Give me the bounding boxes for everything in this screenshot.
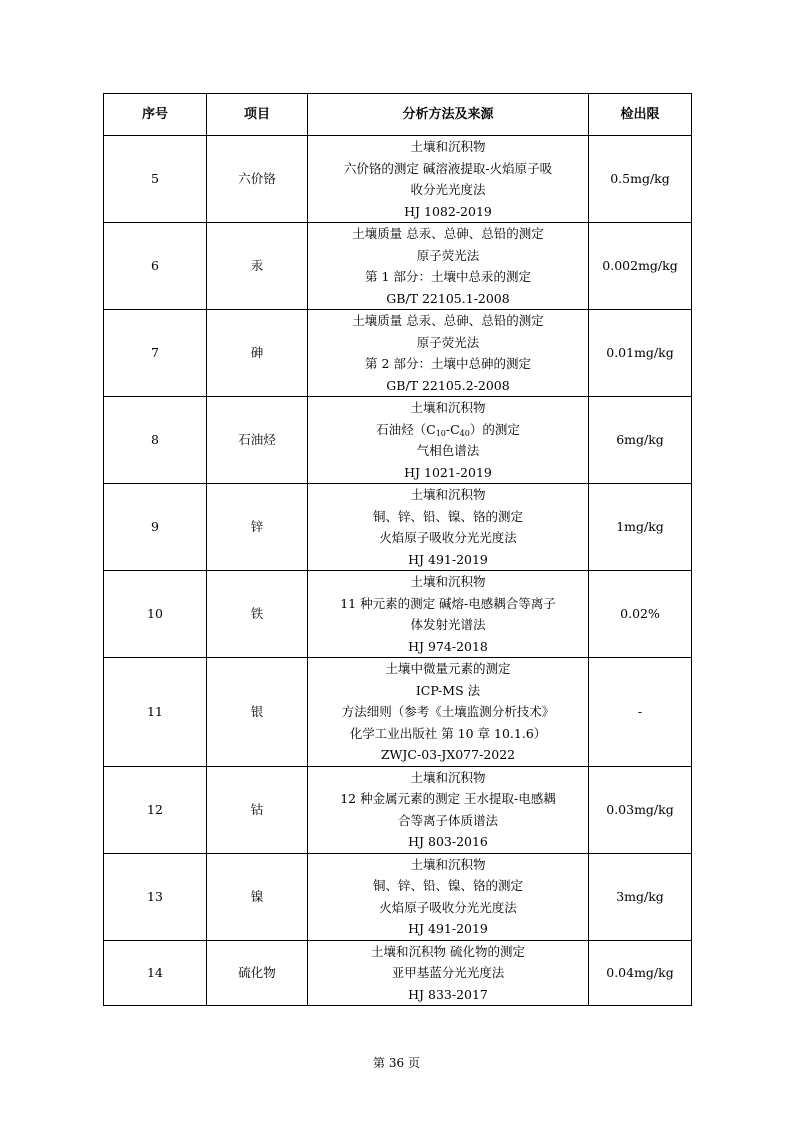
method-line: 铜、锌、铅、镍、铬的测定: [372, 508, 523, 524]
method-line: HJ 491-2019: [408, 921, 488, 936]
row-item: 石油烃: [207, 397, 308, 484]
method-line: HJ 1082-2019: [404, 203, 492, 219]
row-item: 锌: [207, 484, 308, 571]
row-limit: 0.002mg/kg: [589, 223, 692, 310]
header-item: 项目: [207, 94, 308, 136]
row-limit: 0.01mg/kg: [589, 310, 692, 397]
method-line: 土壤质量 总汞、总砷、总铅的测定: [352, 313, 544, 328]
method-line: 土壤和沉积物: [410, 856, 486, 872]
row-item: 硫化物: [207, 940, 308, 1006]
method-line: 火焰原子吸收分光光度法: [379, 899, 517, 915]
method-line: 收分光光度法: [410, 182, 486, 197]
method-line: 化学工业出版社 第 10 章 10.1.6）: [349, 725, 547, 741]
row-method: [308, 940, 589, 1006]
row-number: 10: [104, 571, 207, 658]
row-method: [308, 484, 589, 571]
table-row: [104, 766, 692, 853]
method-line: 土壤和沉积物 硫化物的测定: [371, 943, 525, 959]
row-method: [308, 853, 589, 940]
method-line: 原子荧光法: [416, 334, 480, 350]
row-method: [308, 658, 589, 767]
row-number: 7: [104, 310, 207, 397]
method-line: HJ 491-2019: [408, 551, 488, 567]
table-header-row: [104, 94, 692, 136]
row-item: 六价铬: [207, 136, 308, 223]
method-line: 土壤和沉积物: [410, 400, 486, 415]
row-method: [308, 766, 589, 853]
row-limit: -: [589, 658, 692, 767]
table-row: [104, 484, 692, 571]
table-row: [104, 310, 692, 397]
method-line: 火焰原子吸收分光光度法: [379, 530, 517, 545]
row-number: 12: [104, 766, 207, 853]
row-item: 银: [207, 658, 308, 767]
method-line: 合等离子体质谱法: [397, 812, 498, 828]
header-no: 序号: [104, 94, 207, 136]
method-line: 第 2 部分：土壤中总砷的测定: [365, 356, 531, 371]
method-line: 12 种金属元素的测定 王水提取-电感耦: [340, 791, 556, 806]
header-limit: 检出限: [589, 94, 692, 136]
table-row: [104, 940, 692, 1006]
table-row: [104, 571, 692, 658]
row-item: 镍: [207, 853, 308, 940]
row-method: [308, 571, 589, 658]
method-line: HJ 803-2016: [408, 834, 488, 849]
method-line: 土壤和沉积物: [410, 574, 486, 589]
header-method: 分析方法及来源: [308, 94, 589, 136]
method-line: 气相色谱法: [416, 443, 480, 458]
method-line: 土壤质量 总汞、总砷、总铅的测定: [352, 226, 544, 241]
row-limit: 0.03mg/kg: [589, 766, 692, 853]
method-line: 第 1 部分：土壤中总汞的测定: [365, 269, 531, 284]
table-row: [104, 658, 692, 767]
method-line: ICP-MS 法: [415, 682, 481, 698]
row-number: 11: [104, 658, 207, 767]
method-line: 体发射光谱法: [410, 617, 486, 632]
method-line: 亚甲基蓝分光光度法: [391, 965, 505, 980]
method-table: [103, 93, 692, 1006]
method-line: 六价铬的测定 碱溶液提取-火焰原子吸: [343, 160, 553, 176]
table-body: [104, 136, 692, 1006]
method-line: 土壤和沉积物: [410, 487, 486, 502]
row-method: [308, 397, 589, 484]
table-row: [104, 397, 692, 484]
row-limit: 6mg/kg: [589, 397, 692, 484]
method-line: HJ 1021-2019: [404, 464, 492, 480]
row-method: [308, 310, 589, 397]
method-line: HJ 974-2018: [408, 638, 488, 654]
row-item: 汞: [207, 223, 308, 310]
method-line: 铜、锌、铅、镍、铬的测定: [372, 878, 523, 893]
row-number: 6: [104, 223, 207, 310]
method-line: HJ 833-2017: [408, 986, 488, 1002]
method-line: 原子荧光法: [416, 247, 480, 263]
method-line: GB/T 22105.2-2008: [386, 377, 510, 393]
method-line: 土壤和沉积物: [410, 769, 486, 785]
page-number: 第 36 页: [373, 1056, 420, 1070]
row-method: [308, 223, 589, 310]
method-line: 石油烃$(C_{10}-C_{40})$的测定: [376, 421, 520, 438]
row-number: 14: [104, 940, 207, 1006]
row-item: 钴: [207, 766, 308, 853]
method-line: 土壤和沉积物: [410, 139, 486, 154]
table-row: [104, 853, 692, 940]
method-line: 11 种元素的测定 碱熔-电感耦合等离子: [340, 595, 556, 611]
row-item: 砷: [207, 310, 308, 397]
row-limit: 1mg/kg: [589, 484, 692, 571]
row-limit: 3mg/kg: [589, 853, 692, 940]
method-line: ZWJC-03-JX077-2022: [380, 747, 516, 762]
row-limit: 0.04mg/kg: [589, 940, 692, 1006]
row-item: 铁: [207, 571, 308, 658]
row-number: 13: [104, 853, 207, 940]
method-line: GB/T 22105.1-2008: [386, 290, 510, 306]
row-number: 9: [104, 484, 207, 571]
method-line: 土壤中微量元素的测定: [385, 661, 511, 676]
table-row: [104, 223, 692, 310]
row-number: 8: [104, 397, 207, 484]
table-row: [104, 136, 692, 223]
method-line: 方法细则（参考《土壤监测分析技术》: [341, 704, 555, 719]
row-method: [308, 136, 589, 223]
row-number: 5: [104, 136, 207, 223]
row-limit: 0.02%: [589, 571, 692, 658]
row-limit: 0.5mg/kg: [589, 136, 692, 223]
